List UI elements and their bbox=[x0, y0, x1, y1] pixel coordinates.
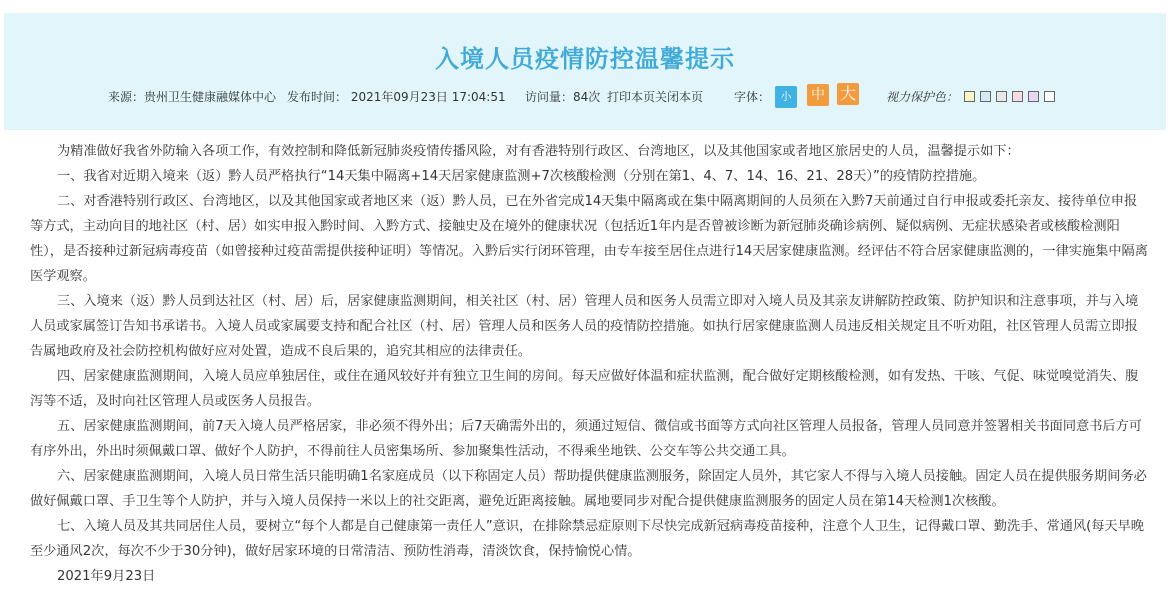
color-swatch[interactable] bbox=[1012, 91, 1023, 102]
article-date: 2021年9月23日 bbox=[57, 569, 156, 584]
paragraph-intro: 为精准做好我省外防输入各项工作，有效控制和降低新冠肺炎疫情传播风险，对有香港特别行政区、台湾地区，以及其他国家或者地区旅居史的人员，温馨提示如下： bbox=[57, 144, 1020, 159]
source-label: 来源：贵州卫生健康融媒体中心 bbox=[108, 90, 277, 104]
paragraph-1: 一、我省对近期入境来（返）黔人员严格执行“14天集中隔离+14天居家健康监测+7次核酸检测（分别在第1、4、7、14、16、21、28天）”的疫情防控措施。 bbox=[57, 169, 986, 184]
close-link[interactable]: 关闭本页 bbox=[655, 90, 704, 104]
color-swatch[interactable] bbox=[996, 91, 1007, 102]
article-header bbox=[4, 13, 1166, 130]
paragraph-5: 五、居家健康监测期间，前7天入境人员严格居家，非必须不得外出；后7天确需外出的，须通过短信、微信或书面等方式向社区管理人员报备，管理人员同意并签署相关书面同意书后方可有序外出，外出时须佩戴口罩、做好个人防护，不得前往人员密集场所、参加聚集性活动，不得乘坐地铁、公交车等公共交通工具。 bbox=[30, 419, 1142, 459]
font-large-button[interactable]: 大 bbox=[837, 83, 859, 105]
print-link[interactable]: 打印本页 bbox=[607, 90, 656, 104]
eye-protection-label: 视力保护色： bbox=[886, 90, 959, 104]
publish-time: 发布时间： 2021年09月23日 17:04:51 bbox=[287, 90, 506, 104]
color-swatch[interactable] bbox=[1044, 91, 1055, 102]
font-small-button[interactable]: 小 bbox=[775, 86, 797, 108]
paragraph-3: 三、入境来（返）黔人员到达社区（村、居）后，居家健康监测期间，相关社区（村、居）管理人员和医务人员需立即对入境人员及其亲友讲解防控政策、防护知识和注意事项，并与入境人员或家属签订告知书承诺书。入境人员或家属要支持和配合社区（村、居）管理人员和医务人员的疫情防控措施。如执行居家健康监测人员违反相关规定且不听劝阻，社区管理人员需立即报告属地政府及社会防控机构做好应对处置，造成不良后果的，追究其相应的法律责任。 bbox=[30, 294, 1139, 359]
paragraph-7: 七、入境人员及其共同居住人员，要树立“每个人都是自己健康第一责任人”意识，在排除禁忌症原则下尽快完成新冠病毒疫苗接种，注意个人卫生，记得戴口罩、勤洗手、常通风(每天早晚至少通风2次，每次不少于30分钟)，做好居家环境的日常清洁、预防性消毒，清淡饮食，保持愉悦心情。 bbox=[30, 519, 1144, 559]
article-title: 入境人员疫情防控温馨提示 bbox=[435, 45, 735, 73]
color-swatch[interactable] bbox=[980, 91, 991, 102]
paragraph-6: 六、居家健康监测期间，入境人员日常生活只能明确1名家庭成员（以下称固定人员）帮助提供健康监测服务，除固定人员外，其它家人不得与入境人员接触。固定人员在提供服务期间务必做好佩戴口罩、手卫生等个人防护，并与入境人员保持一米以上的社交距离，避免近距离接触。属地要同步对配合提供健康监测服务的固定人员在第14天检测1次核酸。 bbox=[30, 469, 1147, 509]
font-size-label: 字体： bbox=[734, 90, 771, 104]
color-swatch[interactable] bbox=[1028, 91, 1039, 102]
visit-count: 访问量：84次 bbox=[525, 90, 601, 104]
font-medium-button[interactable]: 中 bbox=[807, 84, 829, 106]
paragraph-4: 四、居家健康监测期间，入境人员应单独居住，或住在通风较好并有独立卫生间的房间。每天应做好体温和症状监测，配合做好定期核酸检测，如有发热、干咳、气促、味觉嗅觉消失、腹泻等不适，及时向社区管理人员或医务人员报告。 bbox=[30, 369, 1139, 409]
paragraph-2: 二、对香港特别行政区、台湾地区，以及其他国家或者地区来（返）黔人员，已在外省完成14天集中隔离或在集中隔离期间的人员须在入黔7天前通过自行申报或委托亲友、接待单位申报等方式，主动向目的地社区（村、居）如实申报入黔时间、入黔方式、接触史及在境外的健康状况（包括近1年内是否曾被诊断为新冠肺炎确诊病例、疑似病例、无症状感染者或核酸检测阳性），是否接种过新冠病毒疫苗（如曾接种过疫苗需提供接种证明）等情况。入黔后实行闭环管理，由专车接至居住点进行14天居家健康监测。经评估不符合居家健康监测的，一律实施集中隔离医学观察。 bbox=[30, 194, 1148, 284]
article-body bbox=[30, 139, 1150, 589]
color-swatch[interactable] bbox=[964, 91, 975, 102]
